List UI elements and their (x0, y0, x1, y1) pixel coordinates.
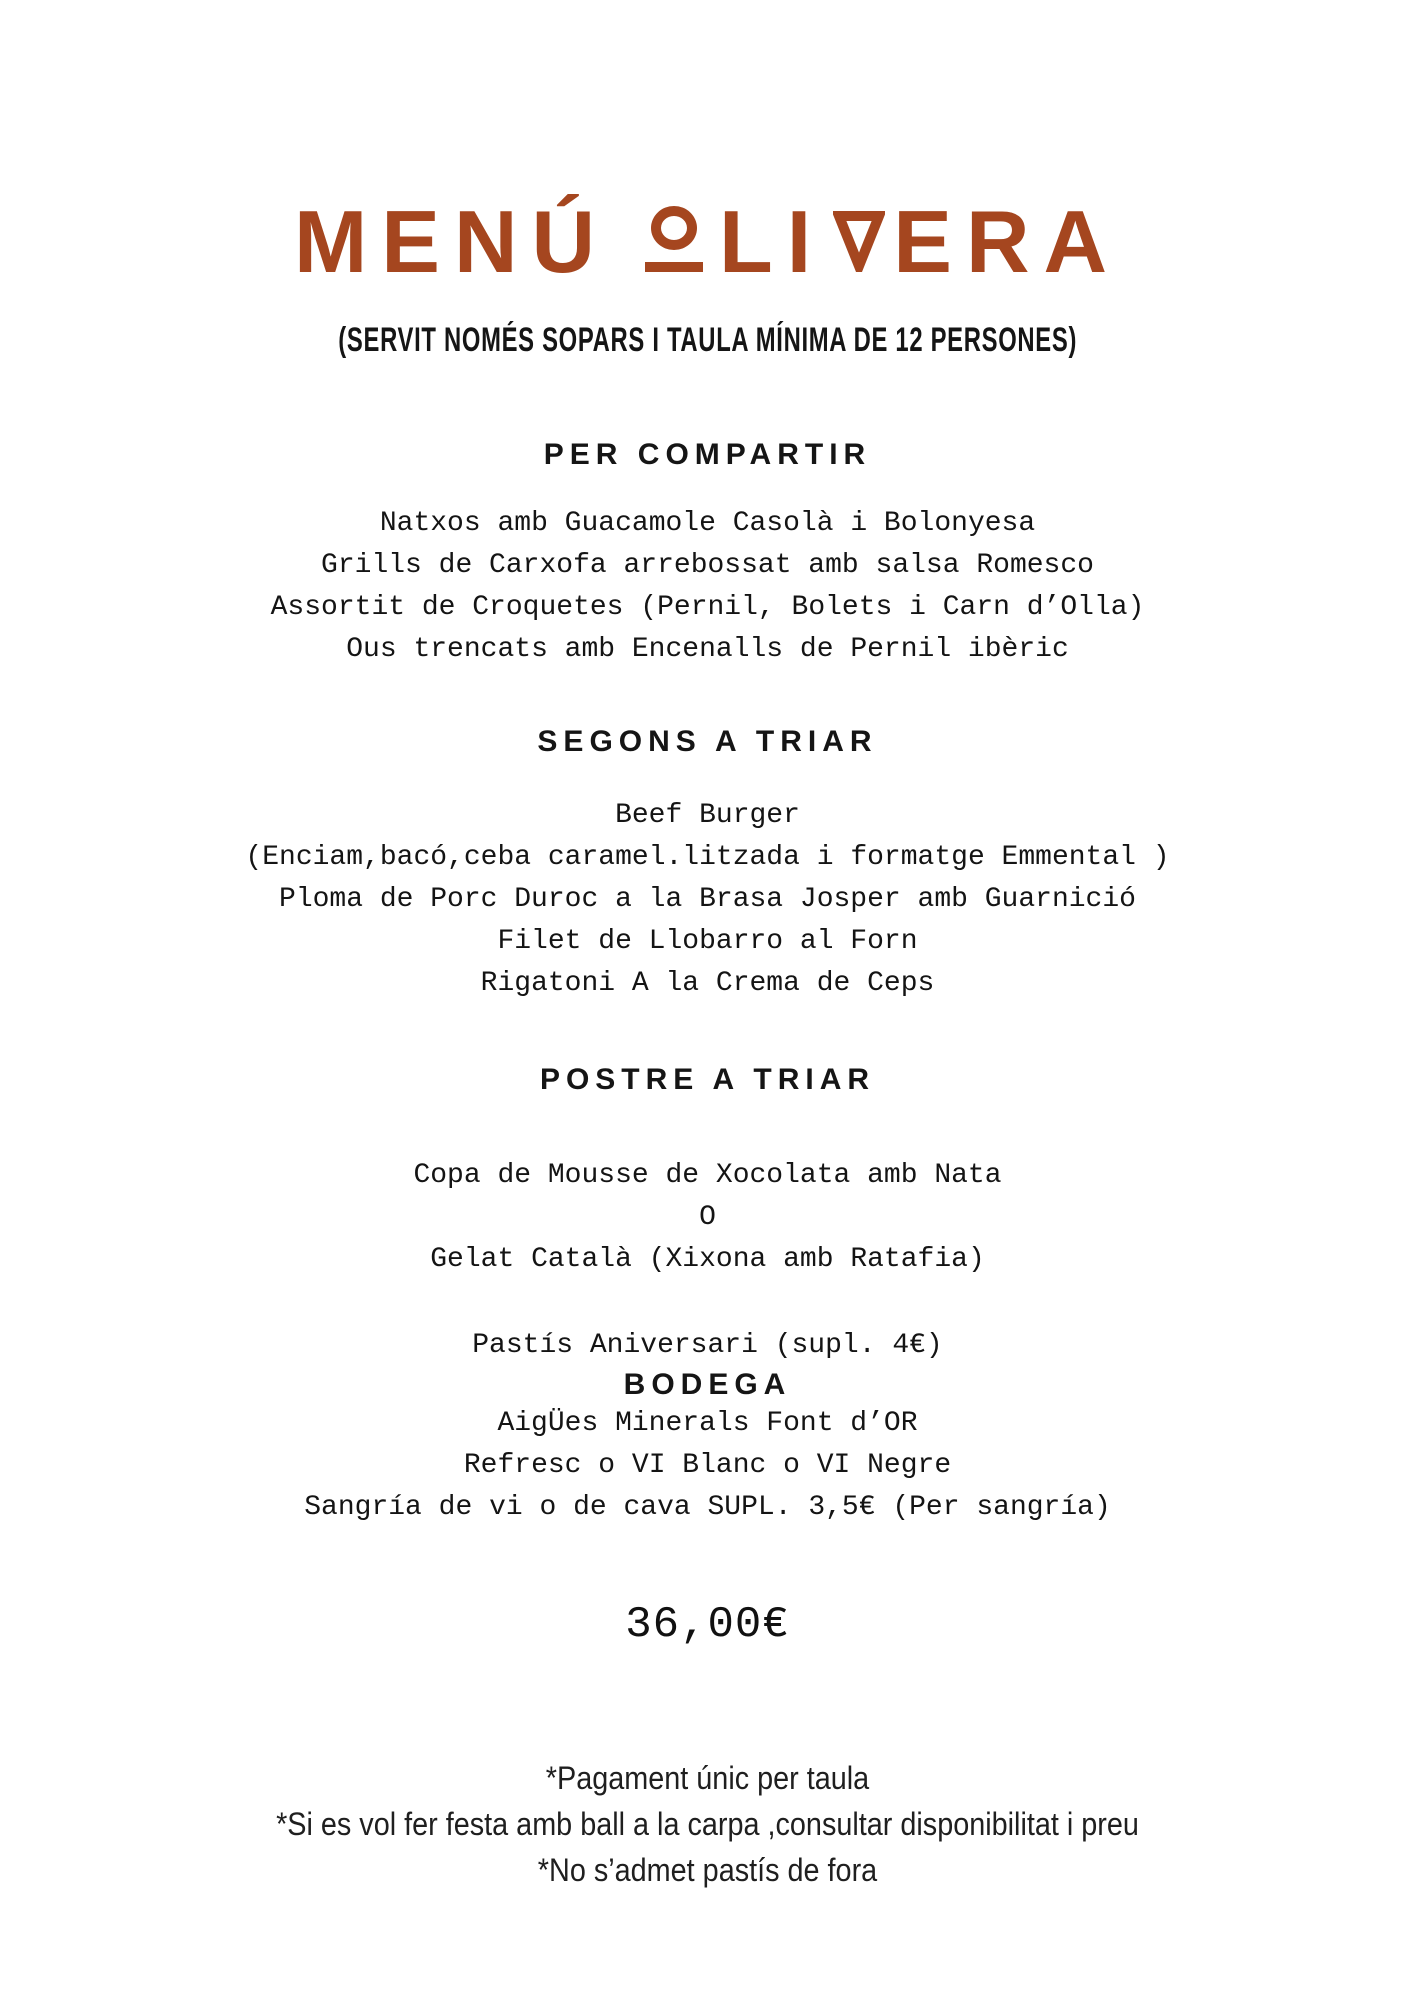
menu-item: Refresc o VI Blanc o VI Negre (463, 1450, 952, 1481)
menu-item: Copa de Mousse de Xocolata amb Nata (413, 1160, 1002, 1191)
title-letters-li: LI (719, 192, 826, 291)
footnotes (0, 1755, 1415, 1893)
menu-item: Beef Burger (615, 800, 800, 831)
title-letters-era: ERA (893, 192, 1122, 291)
title-letter-o-glyph (645, 210, 703, 272)
section-items-per-compartir (0, 503, 1415, 671)
menu-item: Natxos amb Guacamole Casolà i Bolonyesa (379, 508, 1036, 539)
menu-item: Gelat Català (Xixona amb Ratafia) (430, 1244, 985, 1275)
menu-item: AigÜes Minerals Font d’OR (497, 1408, 918, 1439)
menu-price: 36,00€ (625, 1600, 790, 1650)
title-word-menu: MENÚ (293, 192, 610, 291)
page-title (0, 192, 1415, 291)
section-items-postre (0, 1155, 1415, 1281)
footnote: *No s’admet pastís de fora (537, 1852, 878, 1888)
section-heading-bodega: BODEGA (623, 1368, 792, 1401)
menu-item: (Enciam,bacó,ceba caramel.litzada i formatge Emmental ) (245, 842, 1170, 873)
section-heading-per-compartir: PER COMPARTIR (543, 438, 872, 471)
inverted-triangle-icon (833, 210, 885, 272)
footnote: *Pagament únic per taula (545, 1760, 870, 1796)
section-heading-postre: POSTRE A TRIAR (539, 1063, 876, 1096)
menu-item-birthday-cake: Pastís Aniversari (supl. 4€) (472, 1330, 943, 1361)
footnote: *Si es vol fer festa amb ball a la carpa ,consultar disponibilitat i preu (276, 1806, 1139, 1842)
menu-item: Ploma de Porc Duroc a la Brasa Josper amb Guarnició (279, 884, 1136, 915)
menu-item: Filet de Llobarro al Forn (497, 926, 918, 957)
title-letter-v-glyph (833, 210, 885, 272)
section-items-segons (0, 795, 1415, 1005)
menu-item: Ous trencats amb Encenalls de Pernil ibèric (346, 634, 1069, 665)
menu-item: Grills de Carxofa arrebossat amb salsa Romesco (321, 550, 1094, 581)
section-items-bodega (0, 1403, 1415, 1529)
section-heading-segons: SEGONS A TRIAR (537, 725, 878, 758)
menu-item: Assortit de Croquetes (Pernil, Bolets i Carn d’Olla) (270, 592, 1145, 623)
menu-item: Sangría de vi o de cava SUPL. 3,5€ (Per sangría) (304, 1492, 1111, 1523)
menu-item-or-separator: O (699, 1202, 716, 1233)
menu-item: Rigatoni A la Crema de Ceps (480, 968, 935, 999)
menu-subtitle (0, 320, 1415, 367)
menu-subtitle-text: (SERVIT NOMÉS SOPARS I TAULA MÍNIMA DE 12 PERSONES) (338, 321, 1077, 359)
